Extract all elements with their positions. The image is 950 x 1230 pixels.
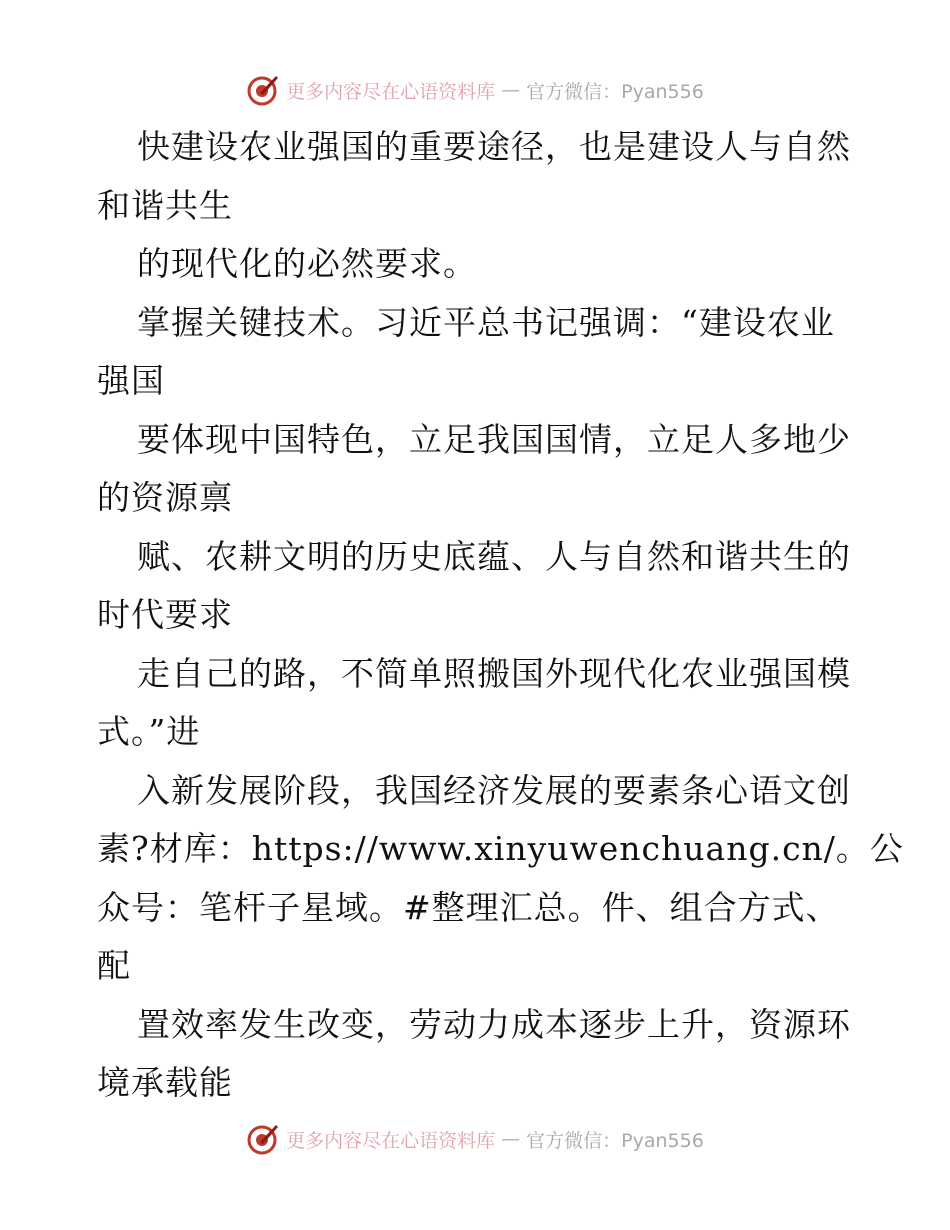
watermark-contact: 官方微信：Pyan556 [526,80,704,103]
watermark-brand: 更多内容尽在心语资料库 [286,80,496,103]
text-line: 走自己的路，不简单照搬国外现代化农业强国模 [137,653,851,693]
text-line: 掌握关键技术。习近平总书记强调：“建设农业 [137,302,835,342]
watermark-separator: — [501,79,521,101]
text-line: 置效率发生改变，劳动力成本逐步上升，资源环 [137,1004,851,1044]
text-line: 的现代化的必然要求。 [137,244,477,283]
text-line: 式。”进 [97,712,201,751]
text-line: 要体现中国特色，立足我国国情，立足人多地少 [137,419,851,459]
text-line: 的资源禀 [97,478,233,517]
text-line: 素?材库：https://www.xinyuwenchuang.cn/。公 [97,829,904,868]
text-line: 快建设农业强国的重要途径，也是建设人与自然 [137,127,851,166]
footer-watermark [0,1119,950,1159]
text-line: 境承载能 [97,1063,233,1102]
text-line: 入新发展阶段，我国经济发展的要素条心语文创 [137,770,851,810]
quill-logo-icon [246,73,280,107]
text-line: 和谐共生 [97,185,233,225]
text-line: 强国 [97,361,165,400]
watermark-contact: 官方微信：Pyan556 [526,1129,704,1152]
watermark-brand: 更多内容尽在心语资料库 [286,1129,496,1152]
text-line: 众号：笔杆子星域。#整理汇总。件、组合方式、 [97,887,840,927]
text-line: 时代要求 [97,595,233,634]
text-line: 赋、农耕文明的历史底蕴、人与自然和谐共生的 [137,536,851,576]
quill-logo-icon [246,1122,280,1156]
text-line: 配 [97,946,131,985]
watermark-separator: — [501,1128,521,1150]
document-body [97,118,904,1113]
header-watermark [0,70,950,110]
